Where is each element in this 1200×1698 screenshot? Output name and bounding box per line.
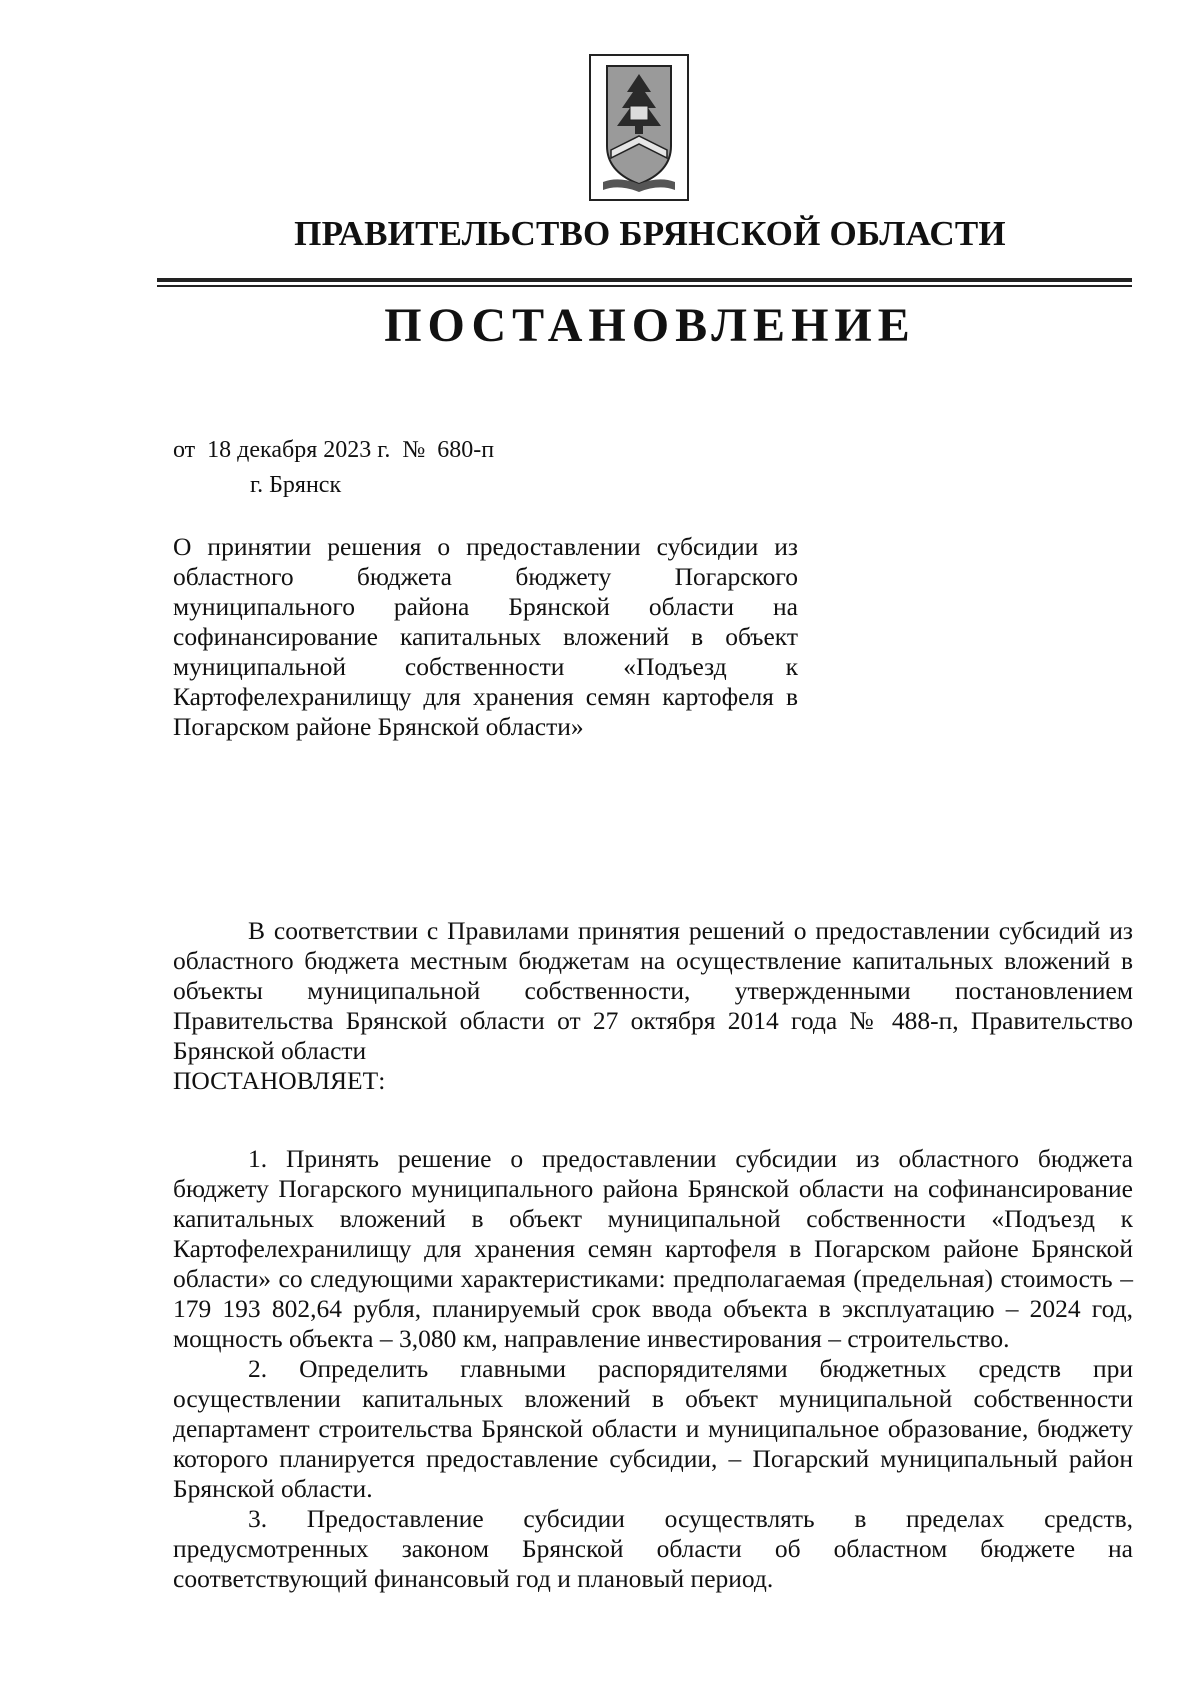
header-divider-thick xyxy=(157,278,1132,282)
document-body xyxy=(173,916,1133,1594)
document-type-title: ПОСТАНОВЛЕНИЕ xyxy=(384,299,916,352)
coat-of-arms-icon xyxy=(589,54,689,201)
preamble-paragraph: В соответствии с Правилами принятия решений о предоставлении субсидий из областного бюджета местным бюджетам на осуществление капитальных вложений в объекты муниципальной собственности, утвержденными постановлением Правительства Брянской области от 27 октября 2014 года № 488-п, Правительство Брянской области xyxy=(173,916,1133,1065)
date-number-line: от 18 декабря 2023 г. № 680-п xyxy=(173,437,495,463)
item-paragraph-1: 1. Принять решение о предоставлении субсидии из областного бюджета бюджету Погарского муниципального района Брянской области на софинансирование капитальных вложений в объект муниципальной собственности «Подъезд к Картофелехранилищу для хранения семян картофеля в Погарском районе Брянской области» со следующими характеристиками: предполагаемая (предельная) стоимость – 179 193 802,64 рубля, планируемый срок ввода объекта в эксплуатацию – 2024 год, мощность объекта – 3,080 км, направление инвестирования – строительство. xyxy=(173,1144,1133,1353)
header-divider-thin xyxy=(157,285,1132,287)
decree-word: ПОСТАНОВЛЯЕТ: xyxy=(173,1066,386,1095)
government-title: ПРАВИТЕЛЬСТВО БРЯНСКОЙ ОБЛАСТИ xyxy=(294,214,1006,253)
item-paragraph-3: 3. Предоставление субсидии осуществлять в пределах средств, предусмотренных законом Брянской области об областном бюджете на соответствующий финансовый год и плановый период. xyxy=(173,1504,1133,1593)
item-paragraph-2: 2. Определить главными распорядителями бюджетных средств при осуществлении капитальных вложений в объект муниципальной собственности департамент строительства Брянской области и муниципальное образование, бюджету которого планируется предоставление субсидии, – Погарский муниципальный район Брянской области. xyxy=(173,1354,1133,1503)
document-subject: О принятии решения о предоставлении субсидии из областного бюджета бюджету Погарского муниципального района Брянской области на софинансирование капитальных вложений в объект муниципальной собственности «Подъезд к Картофелехранилищу для хранения семян картофеля в Погарском районе Брянской области» xyxy=(173,532,798,741)
city-line: г. Брянск xyxy=(250,472,342,498)
